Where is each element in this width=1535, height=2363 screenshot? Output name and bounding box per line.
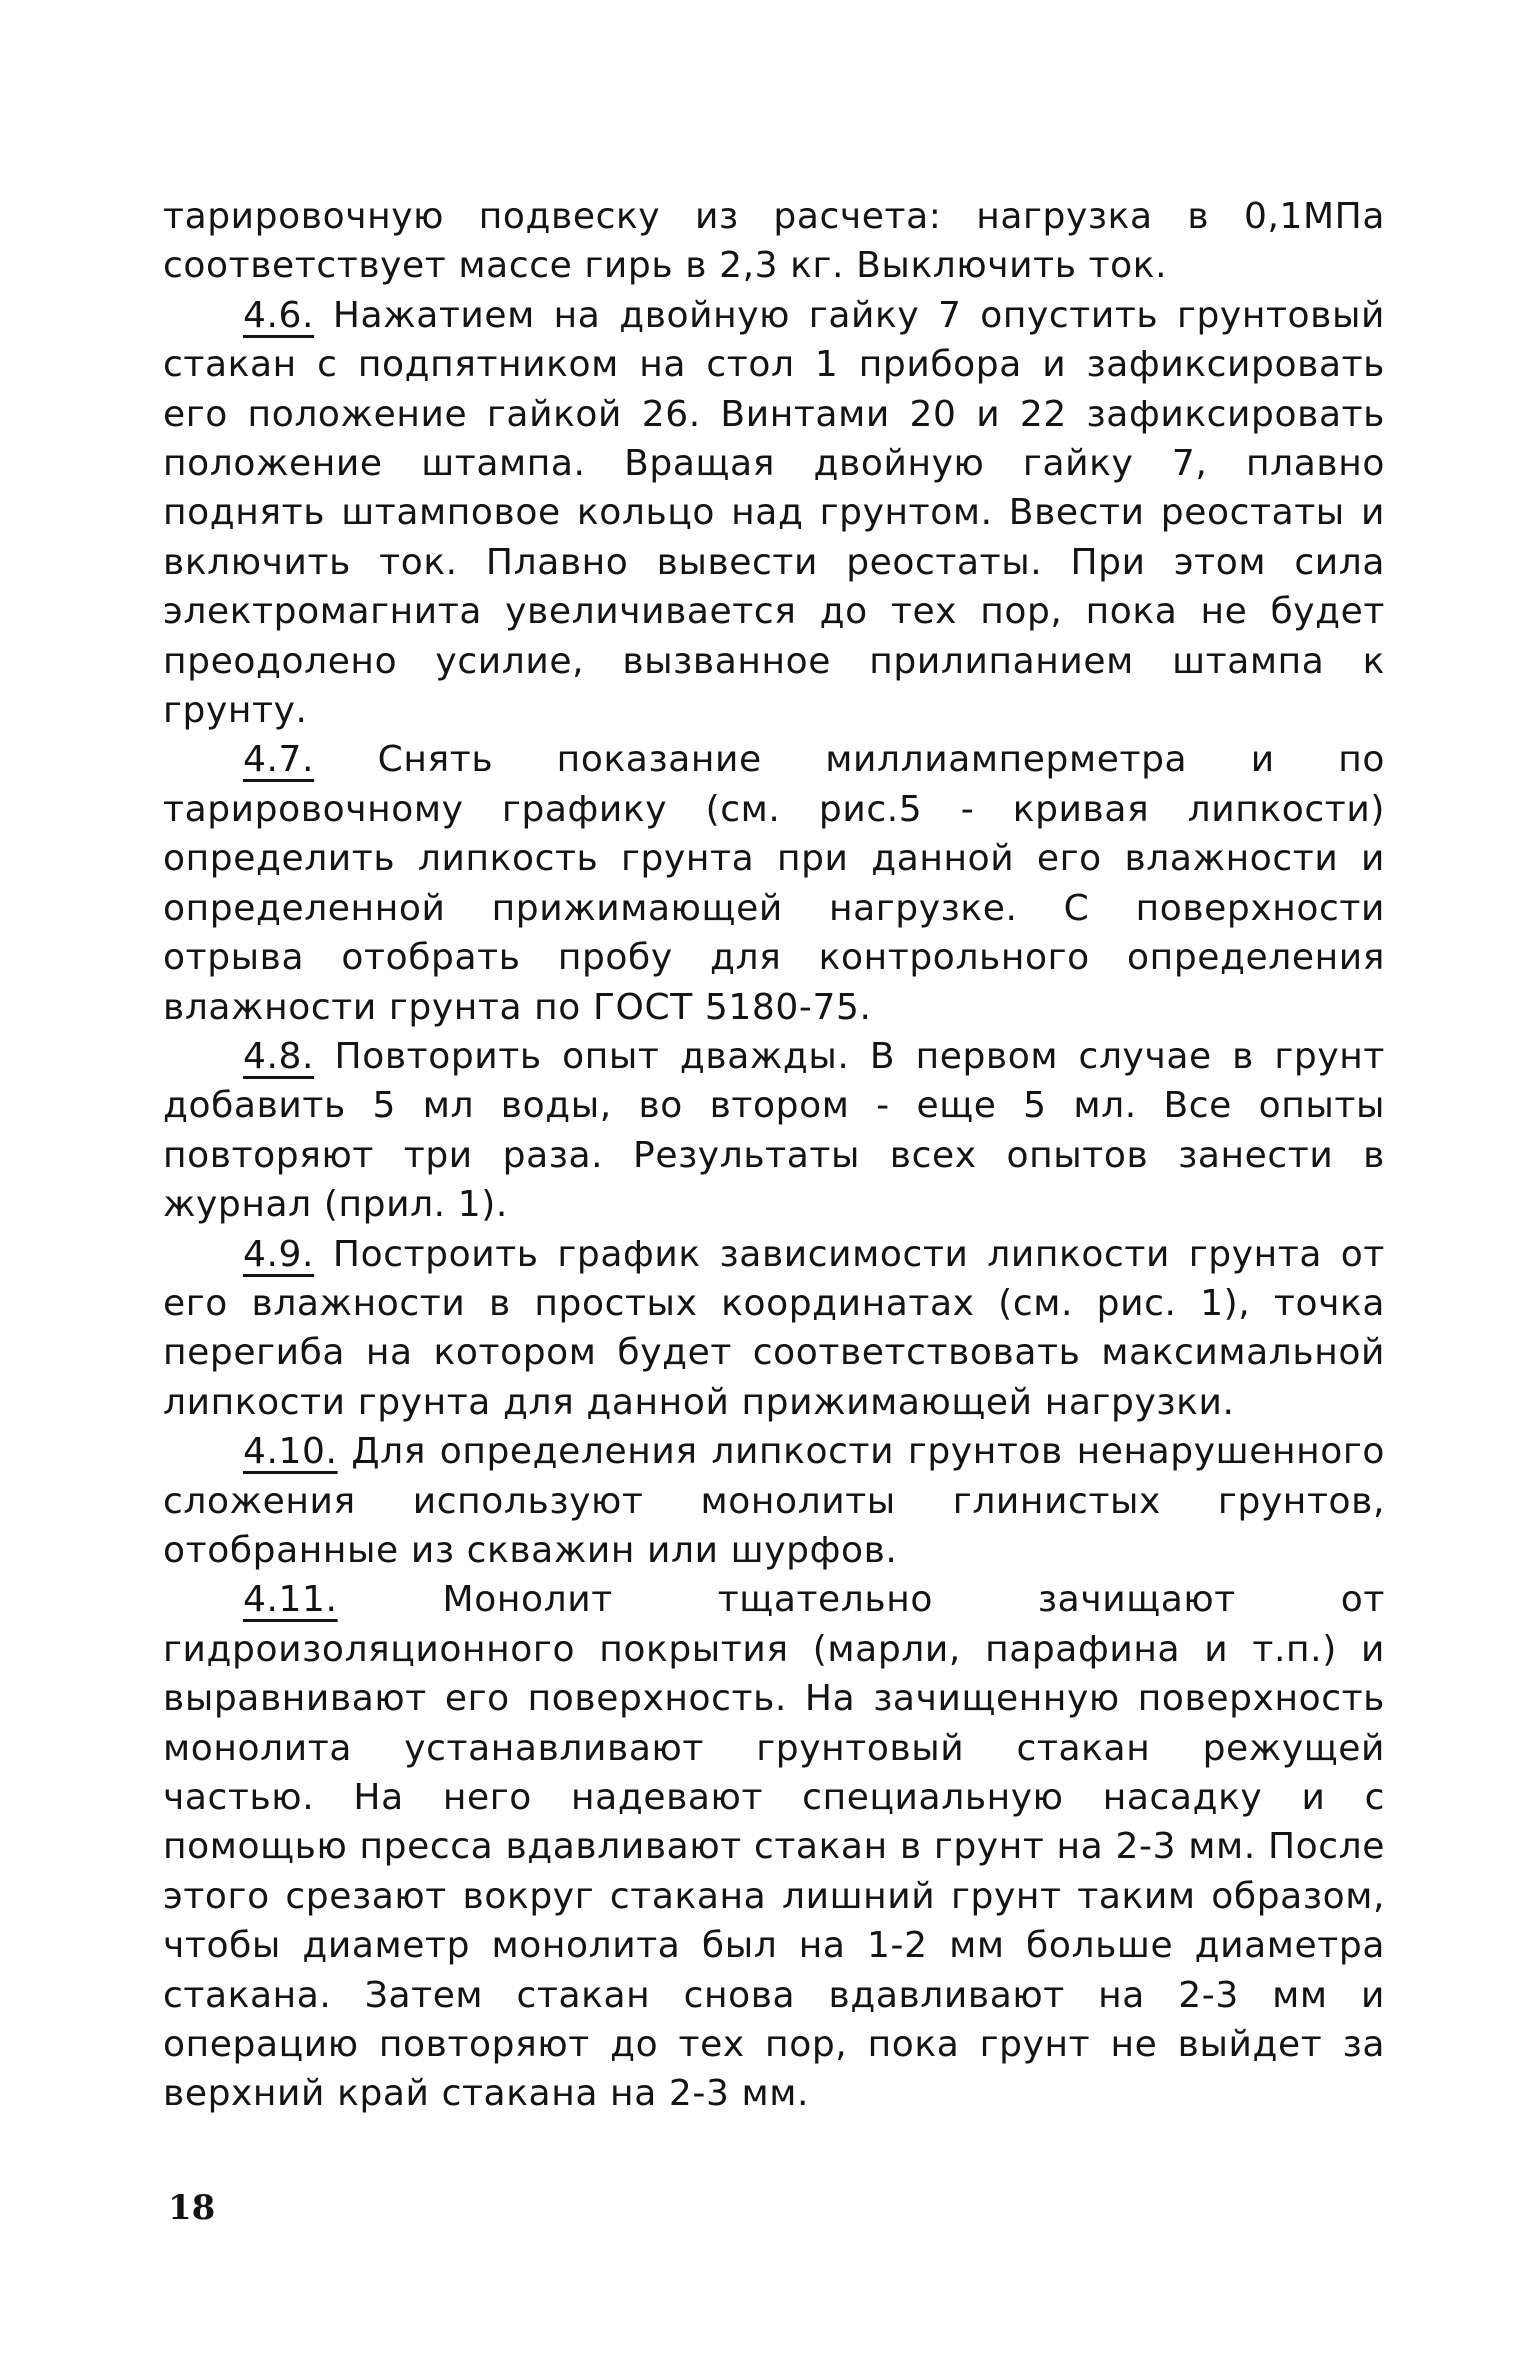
paragraph-4-8	[163, 1032, 1385, 1230]
paragraph-text: Построить график зависимости липкости грунта от его влажности в простых координатах (см. рис. 1), точка перегиба на котором будет соответствовать максимальной липкости грунта для данной прижимающей нагрузки.	[163, 1233, 1385, 1423]
paragraph-4-9	[163, 1230, 1385, 1428]
paragraph-text: тарировочную подвеску из расчета: нагрузка в 0,1МПа соответствует массе гирь в 2,3 кг. Выключить ток.	[163, 196, 1385, 287]
paragraph-text: Повторить опыт дважды. В первом случае в грунт добавить 5 мл воды, во втором - еще 5 мл. Все опыты повторяют три раза. Результаты всех опытов занести в журнал (прил. 1).	[163, 1035, 1385, 1226]
paragraph-4-6	[163, 291, 1385, 736]
section-number: 4.7.	[243, 739, 315, 781]
section-number: 4.6.	[243, 294, 315, 336]
paragraph-text: Нажатием на двойную гайку 7 опустить грунтовый стакан с подпятником на стол 1 прибора и зафиксировать его положение гайкой 26. Винтами 20 и 22 зафиксировать положение штампа. Вращая двойную гайку 7, плавно поднять штамповое кольцо над грунтом. Ввести реостаты и включить ток. Плавно вывести реостаты. При этом сила электромагнита увеличивается до тех пор, пока не будет преодолено усилие, вызванное прилипанием штампа к грунту.	[163, 294, 1385, 732]
section-number: 4.10.	[243, 1431, 338, 1473]
page-number: 18	[168, 2188, 216, 2228]
paragraph-continuation	[163, 192, 1385, 291]
body-text	[163, 192, 1385, 2119]
section-number: 4.11.	[243, 1579, 338, 1621]
paragraph-text: Монолит тщательно зачищают от гидроизоляционного покрытия (марли, парафина и т.п.) и выравнивают его поверхность. На зачищенную поверхность монолита устанавливают грунтовый стакан режущей частью. На него надевают специальную насадку и с помощью пресса вдавливают стакан в грунт на 2-3 мм. После этого срезают вокруг стакана лишний грунт таким образом, чтобы диаметр монолита был на 1-2 мм больше диаметра стакана. Затем стакан снова вдавливают на 2-3 мм и операцию повторяют до тех пор, пока грунт не выйдет за верхний край стакана на 2-3 мм.	[163, 1579, 1385, 2115]
section-number: 4.8.	[243, 1035, 315, 1077]
paragraph-4-10	[163, 1427, 1385, 1575]
paragraph-4-11	[163, 1575, 1385, 2118]
paragraph-text: Снять показание миллиамперметра и по тарировочному графику (см. рис.5 - кривая липкости) определить липкость грунта при данной его влажности и определенной прижимающей нагрузке. С поверхности отрыва отобрать пробу для контрольного определения влажности грунта по ГОСТ 5180-75.	[163, 739, 1385, 1028]
paragraph-text: Для определения липкости грунтов ненарушенного сложения используют монолиты глинистых грунтов, отобранные из скважин или шурфов.	[163, 1431, 1385, 1571]
section-number: 4.9.	[243, 1233, 315, 1275]
paragraph-4-7	[163, 735, 1385, 1031]
